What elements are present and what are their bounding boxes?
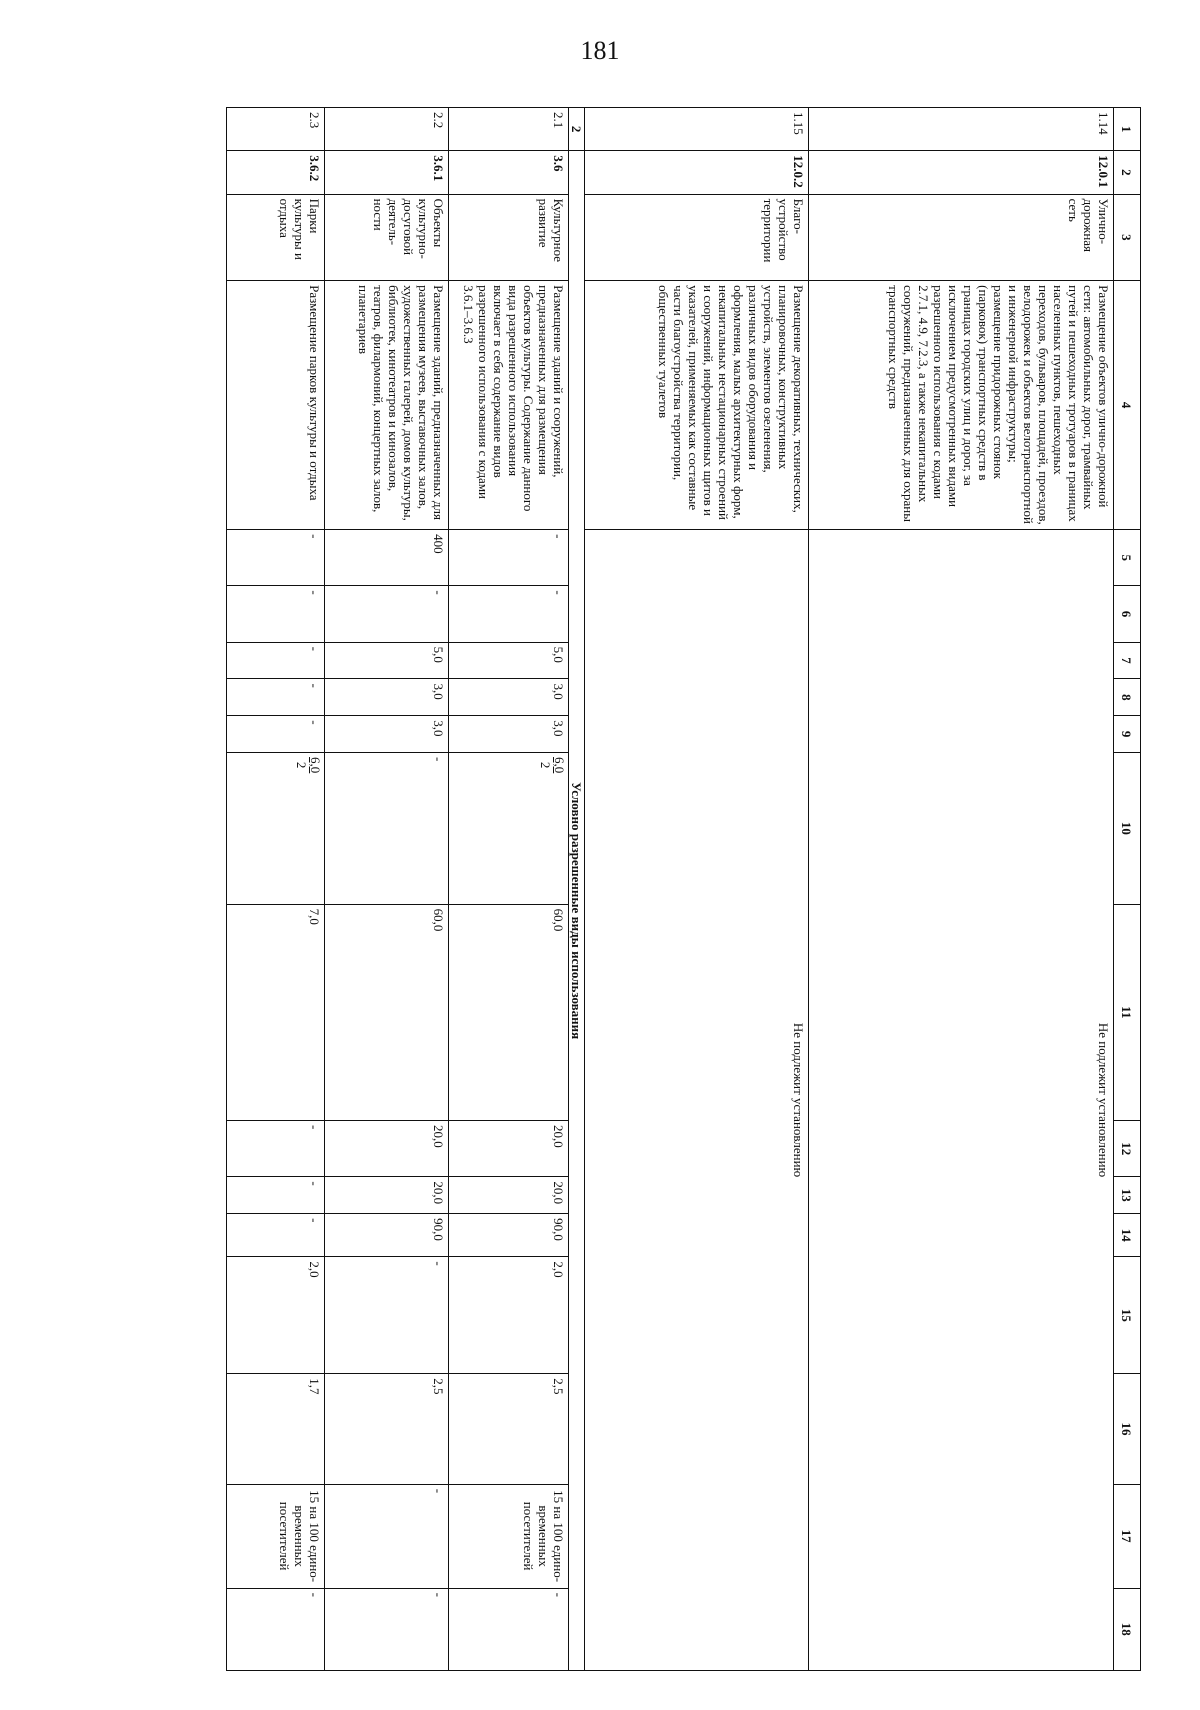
use-description: Размещение парков культуры и отдыха: [227, 281, 325, 530]
section-header-row: [569, 108, 585, 1671]
cell-col-17: 15 на 100 едино-временных посетителей: [449, 1484, 569, 1588]
column-header: 11: [1114, 904, 1141, 1120]
cell-col-8: 3,0: [449, 679, 569, 716]
not-established-note: Не подлежит установлению: [585, 530, 809, 1671]
column-header: 1: [1114, 108, 1141, 151]
cell-col-8: -: [227, 679, 325, 716]
cell-col-12: 20,0: [325, 1121, 449, 1177]
use-name: Улично-дорожная сеть: [809, 194, 1114, 281]
fraction-numerator: 6,0: [308, 757, 323, 774]
column-header: 15: [1114, 1257, 1141, 1374]
column-header: 5: [1114, 530, 1141, 586]
cell-col-17: -: [325, 1484, 449, 1588]
page-number: 181: [580, 36, 620, 65]
cell-col-15: 2,0: [449, 1257, 569, 1374]
cell-col-9: 3,0: [325, 716, 449, 753]
cell-col-18: -: [449, 1588, 569, 1670]
cell-col-10: [227, 753, 325, 905]
cell-col-13: -: [227, 1177, 325, 1214]
cell-col-16: 2,5: [449, 1374, 569, 1484]
land-use-regulations-table: [226, 107, 1141, 1671]
table-row: [585, 108, 809, 1671]
cell-col-17: 15 на 100 едино-временных посетителей: [227, 1484, 325, 1588]
cell-col-9: 3,0: [449, 716, 569, 753]
cell-col-15: -: [325, 1257, 449, 1374]
column-header: 2: [1114, 151, 1141, 194]
fraction-denominator: 2: [294, 761, 309, 769]
cell-col-11: 60,0: [325, 904, 449, 1120]
cell-col-11: 60,0: [449, 904, 569, 1120]
cell-col-5: -: [227, 530, 325, 586]
cell-col-14: 90,0: [325, 1214, 449, 1257]
use-name: Парки культуры и отдыха: [227, 194, 325, 281]
not-established-note: Не подлежит установлению: [809, 530, 1114, 1671]
use-description: Размещение зданий, предназначенных для размещения музеев, выставочных залов, художественных галерей, домов культуры, библиотек, кинотеатров и кинозалов, театров, филармоний, концертных залов, планетариев: [325, 281, 449, 530]
row-number: 1.15: [585, 108, 809, 151]
cell-col-10: [449, 753, 569, 905]
table-row: [325, 108, 449, 1671]
column-header: 3: [1114, 194, 1141, 281]
use-code: 3.6: [449, 151, 569, 194]
cell-col-14: 90,0: [449, 1214, 569, 1257]
cell-col-13: 20,0: [325, 1177, 449, 1214]
column-header: 12: [1114, 1121, 1141, 1177]
cell-col-16: 1,7: [227, 1374, 325, 1484]
table-row: [449, 108, 569, 1671]
cell-col-14: -: [227, 1214, 325, 1257]
fraction-numerator: 6,0: [552, 757, 567, 774]
cell-col-10: -: [325, 753, 449, 905]
cell-col-13: 20,0: [449, 1177, 569, 1214]
cell-col-12: 20,0: [449, 1121, 569, 1177]
fraction-denominator: 2: [538, 761, 553, 769]
column-header: 18: [1114, 1588, 1141, 1670]
column-header: 17: [1114, 1484, 1141, 1588]
cell-col-6: -: [325, 586, 449, 642]
row-number: 2.1: [449, 108, 569, 151]
row-number: 2.2: [325, 108, 449, 151]
cell-col-12: -: [227, 1121, 325, 1177]
cell-col-9: -: [227, 716, 325, 753]
column-header: 7: [1114, 642, 1141, 679]
use-code: 12.0.2: [585, 151, 809, 194]
table-row: [809, 108, 1114, 1671]
column-header: 4: [1114, 281, 1141, 530]
use-description: Размещение декоративных, технических, планировочных, конструктивных устройств, элементов озеленения, различных видов оборудования и оформления, малых архитектурных форм, некапитальных нестационарных строений и сооружений, информационных щитов и указателей, применяемых как составные части благоустройства территории, общественных туалетов: [585, 281, 809, 530]
cell-col-18: -: [325, 1588, 449, 1670]
column-header: 13: [1114, 1177, 1141, 1214]
use-name: Культурное развитие: [449, 194, 569, 281]
cell-col-15: 2,0: [227, 1257, 325, 1374]
use-name: Благо-устройство территории: [585, 194, 809, 281]
use-code: 3.6.2: [227, 151, 325, 194]
use-description: Размещение объектов улично-дорожной сети: автомобильных дорог, трамвайных путей и пешеходных тротуаров в границах населенных пунктов, пешеходных переходов, бульваров, площадей, проездов, велодорожек и объектов велотранспортной и инженерной инфраструктуры; размещение придорожных стоянок (парковок) транспортных средств в границах городских улиц и дорог, за исключением предусмотренных видами разрешенного использования с кодами 2.7.1, 4.9, 7.2.3, а также некапитальных сооружений, предназначенных для охраны транспортных средств: [809, 281, 1114, 530]
column-header: 16: [1114, 1374, 1141, 1484]
use-code: 3.6.1: [325, 151, 449, 194]
column-header: 8: [1114, 679, 1141, 716]
cell-col-8: 3,0: [325, 679, 449, 716]
cell-col-16: 2,5: [325, 1374, 449, 1484]
column-number-header-row: [1114, 108, 1141, 1671]
column-header: 14: [1114, 1214, 1141, 1257]
column-header: 9: [1114, 716, 1141, 753]
column-header: 10: [1114, 753, 1141, 905]
table-row: [227, 108, 325, 1671]
cell-col-7: 5,0: [325, 642, 449, 679]
use-description: Размещение зданий и сооружений, предназначенных для размещения объектов культуры. Содержание данного вида разрешенного использования включает в себя содержание видов разрешенного использования с кодами 3.6.1–3.6.3: [449, 281, 569, 530]
cell-col-11: 7,0: [227, 904, 325, 1120]
cell-col-6: -: [227, 586, 325, 642]
row-number: 2.3: [227, 108, 325, 151]
use-name: Объекты культурно-досуговой деятель-ности: [325, 194, 449, 281]
cell-col-7: -: [227, 642, 325, 679]
fraction: [294, 757, 322, 773]
cell-col-5: 400: [325, 530, 449, 586]
column-header: 6: [1114, 586, 1141, 642]
use-code: 12.0.1: [809, 151, 1114, 194]
section-number: 2: [569, 108, 585, 151]
cell-col-7: 5,0: [449, 642, 569, 679]
section-title: Условно разрешенные виды использования: [569, 151, 585, 1671]
cell-col-6: -: [449, 586, 569, 642]
cell-col-18: -: [227, 1588, 325, 1670]
row-number: 1.14: [809, 108, 1114, 151]
fraction: [538, 757, 566, 773]
cell-col-5: -: [449, 530, 569, 586]
rotated-table-container: [198, 107, 1141, 1671]
